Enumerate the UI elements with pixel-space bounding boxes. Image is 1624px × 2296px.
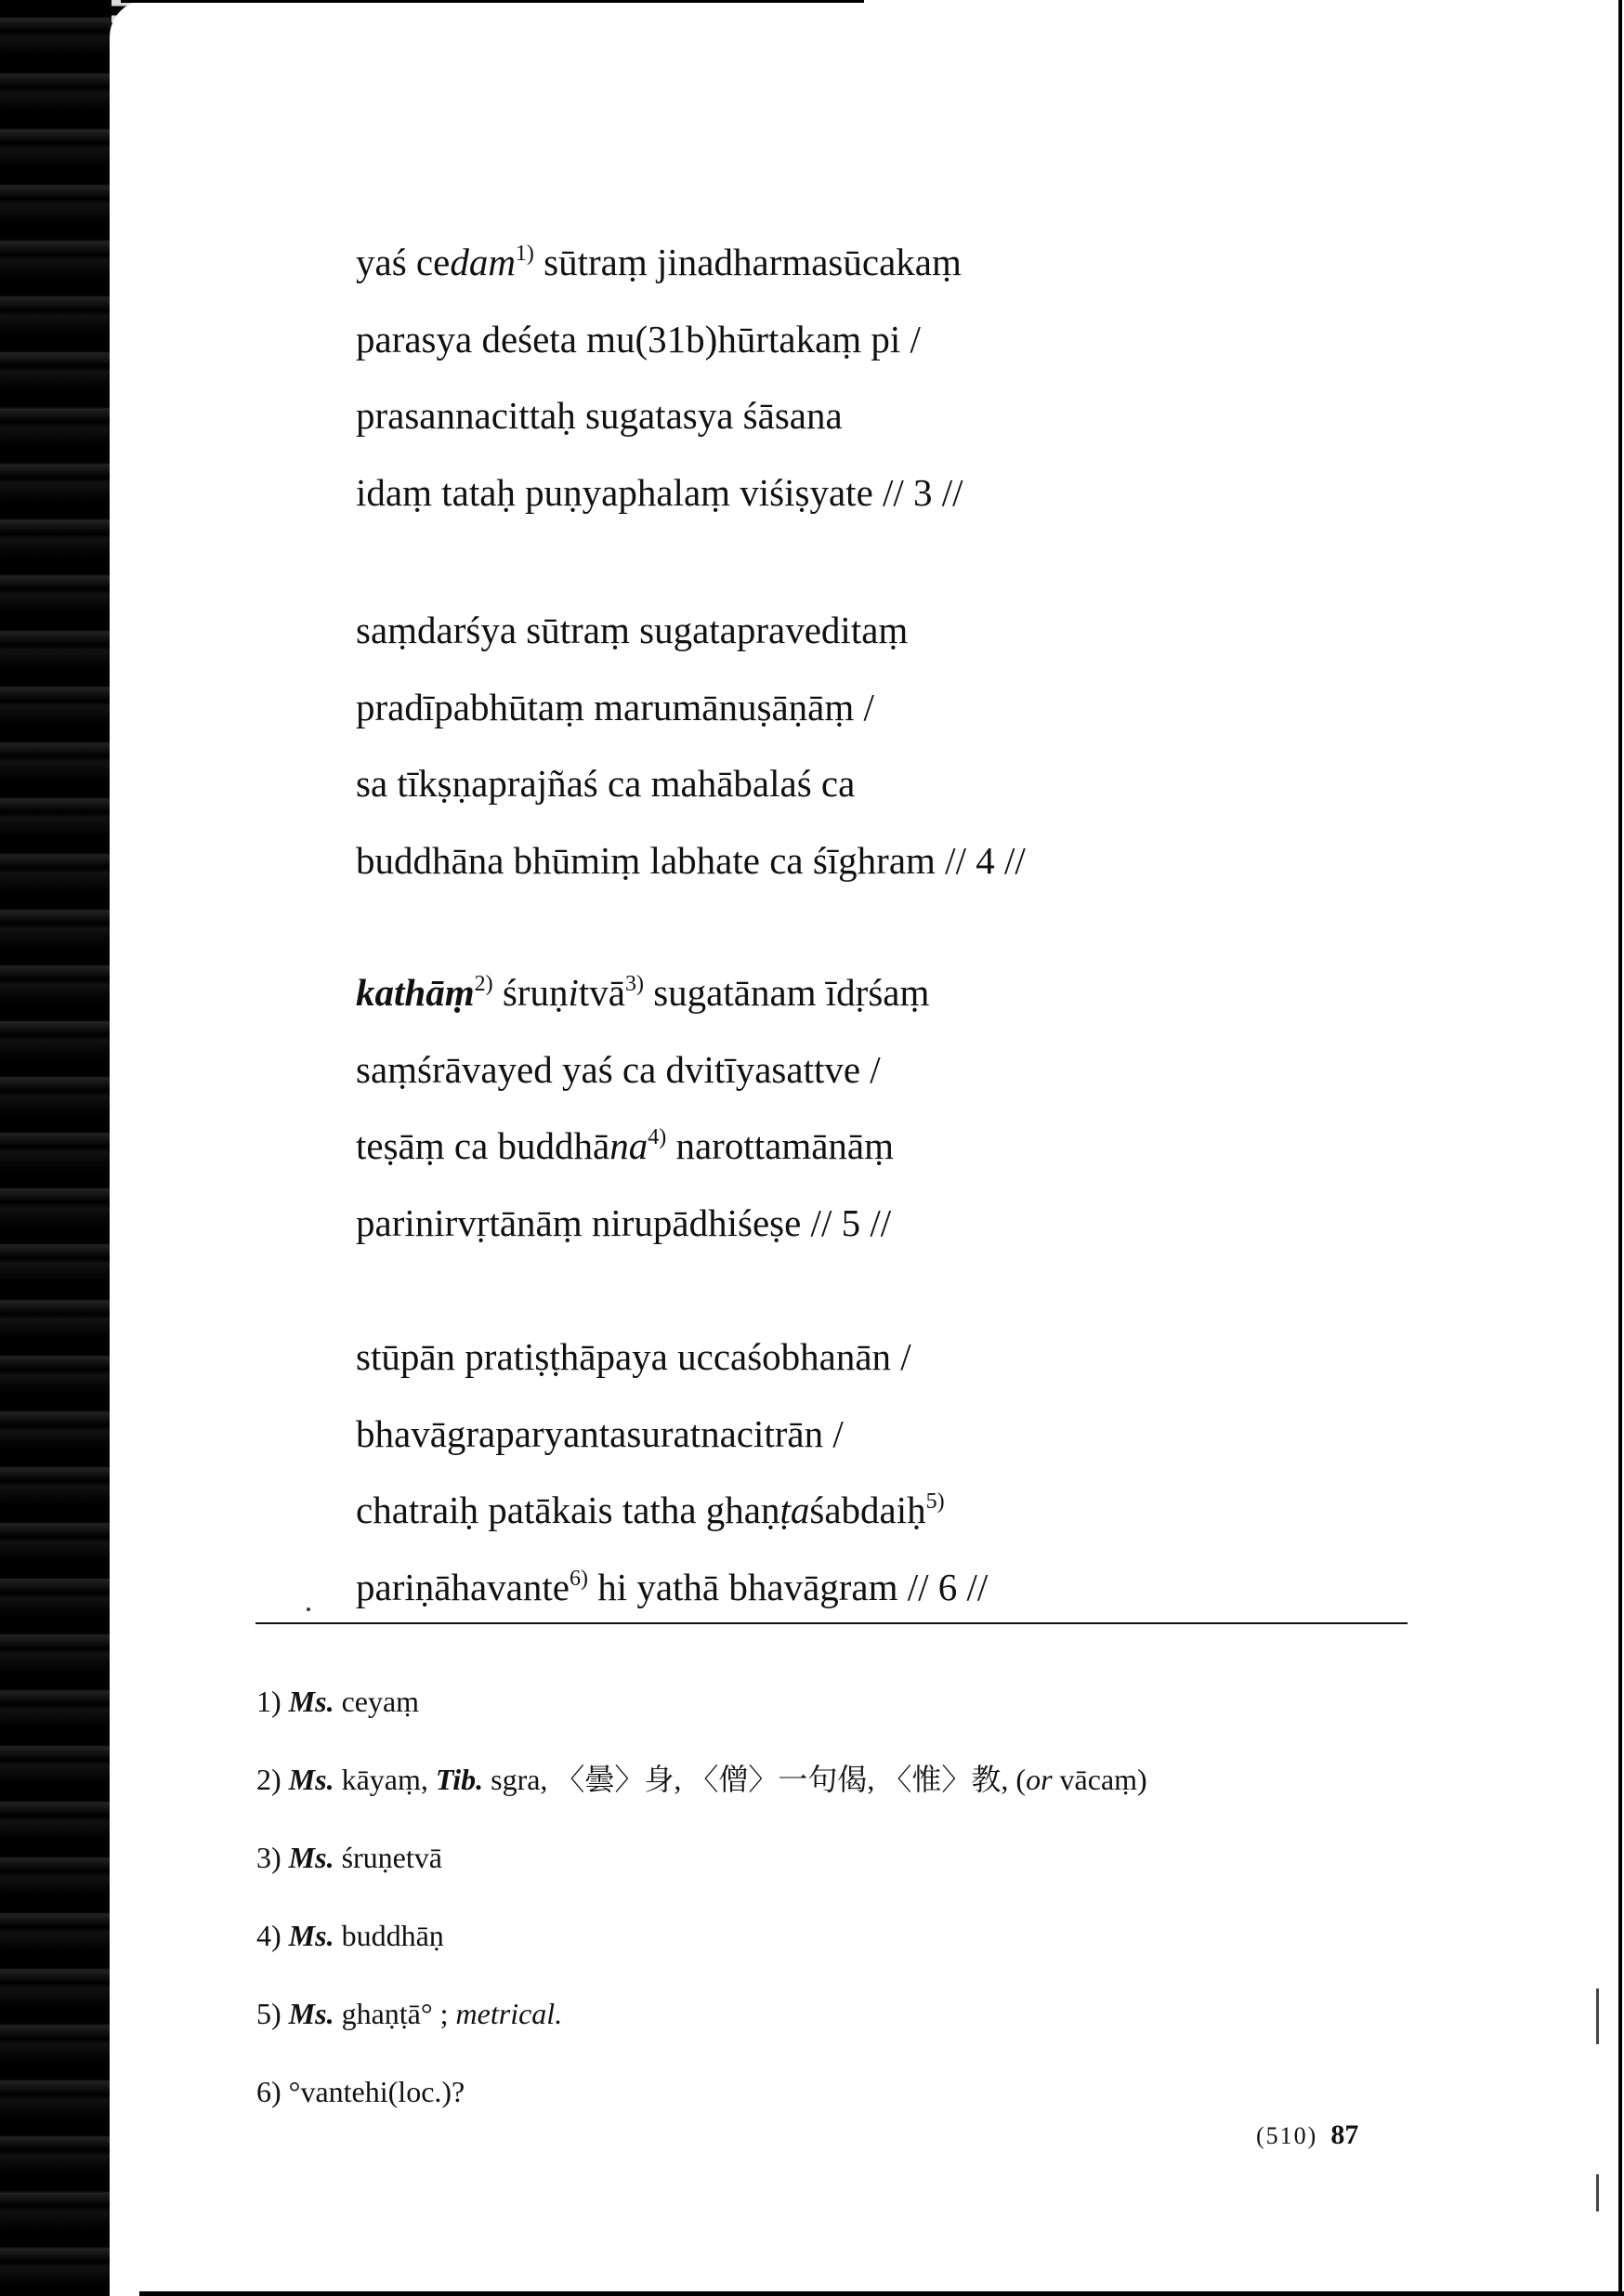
verse-line: saṃśrāvayed yaś ca dvitīyasattve / — [356, 1047, 881, 1091]
verse-line: saṃdarśya sūtraṃ sugatapraveditaṃ — [356, 609, 909, 651]
stanza-5 — [356, 954, 929, 1261]
footnote-3: 3) Ms. śruṇetvā — [256, 1841, 442, 1874]
verse-line: parinirvṛtānāṃ nirupādhiśeṣe // 5 // — [356, 1200, 892, 1244]
footnote-5: 5) Ms. ghaṇṭā° ; metrical. — [256, 1997, 563, 2030]
speck — [307, 1607, 310, 1611]
verse-line: parasya deśeta mu(31b)hūrtakaṃ pi / — [356, 317, 921, 361]
footnote-divider — [255, 1622, 1408, 1624]
verse-line: teṣāṃ ca buddhāna$^{4)}$ narottamānāṃ — [356, 1124, 894, 1167]
scan-right-edge — [1618, 0, 1622, 2296]
scan-top-edge — [121, 0, 864, 3]
footnote-2: 2) Ms. kāyaṃ, Tib. sgra, 〈曇〉身, 〈僧〉一句偈, 〈惟〉教, (or vācaṃ) — [256, 1763, 1147, 1796]
stanza-3 — [356, 224, 963, 531]
footnote-4: 4) Ms. buddhāṇ — [256, 1919, 444, 1952]
scan-tick — [1596, 1988, 1599, 2044]
scan-bottom-edge — [139, 2291, 1624, 2296]
verse-line: pradīpabhūtaṃ marumānuṣāṇāṃ / — [356, 685, 874, 728]
verse-line: bhavāgraparyantasuratnacitrān / — [356, 1411, 844, 1455]
scan-tick — [1596, 2174, 1599, 2211]
verse-line: buddhāna bhūmiṃ labhate ca śīghram // 4 // — [356, 838, 1026, 882]
verse-line: sa tīkṣṇaprajñaś ca mahābalaś ca — [356, 762, 856, 805]
verse-line: pariṇāhavante$^{6)}$ hi yathā bhavāgram // 6 // — [356, 1565, 989, 1608]
stanza-4 — [356, 592, 1026, 899]
page-number: (510) 87 — [1256, 2119, 1359, 2150]
footnote-6: 6) °vantehi(loc.)? — [256, 2075, 465, 2108]
footnote-1: 1) Ms. ceyaṃ — [256, 1685, 420, 1718]
verse-line: chatraiḥ patākais tatha ghaṇṭaśabdaiḥ$^{5)}$ — [356, 1489, 945, 1531]
verse-line: stūpān pratiṣṭhāpaya uccaśobhanān / — [356, 1335, 911, 1378]
verse-line: yaś cedam$^{1)}$ sūtraṃ jinadharmasūcakaṃ — [356, 241, 962, 283]
footnotes — [256, 1662, 1147, 2131]
verse-line: idaṃ tataḥ puṇyaphalaṃ viśiṣyate // 3 // — [356, 470, 963, 514]
stanza-6 — [356, 1319, 988, 1625]
verse-line: kathāṃ$^{2)}$ śruṇitvā$^{3)}$ sugatānam īdṛśaṃ — [356, 971, 930, 1014]
verse-line: prasannacittaḥ sugatasya śāsana — [356, 394, 843, 437]
